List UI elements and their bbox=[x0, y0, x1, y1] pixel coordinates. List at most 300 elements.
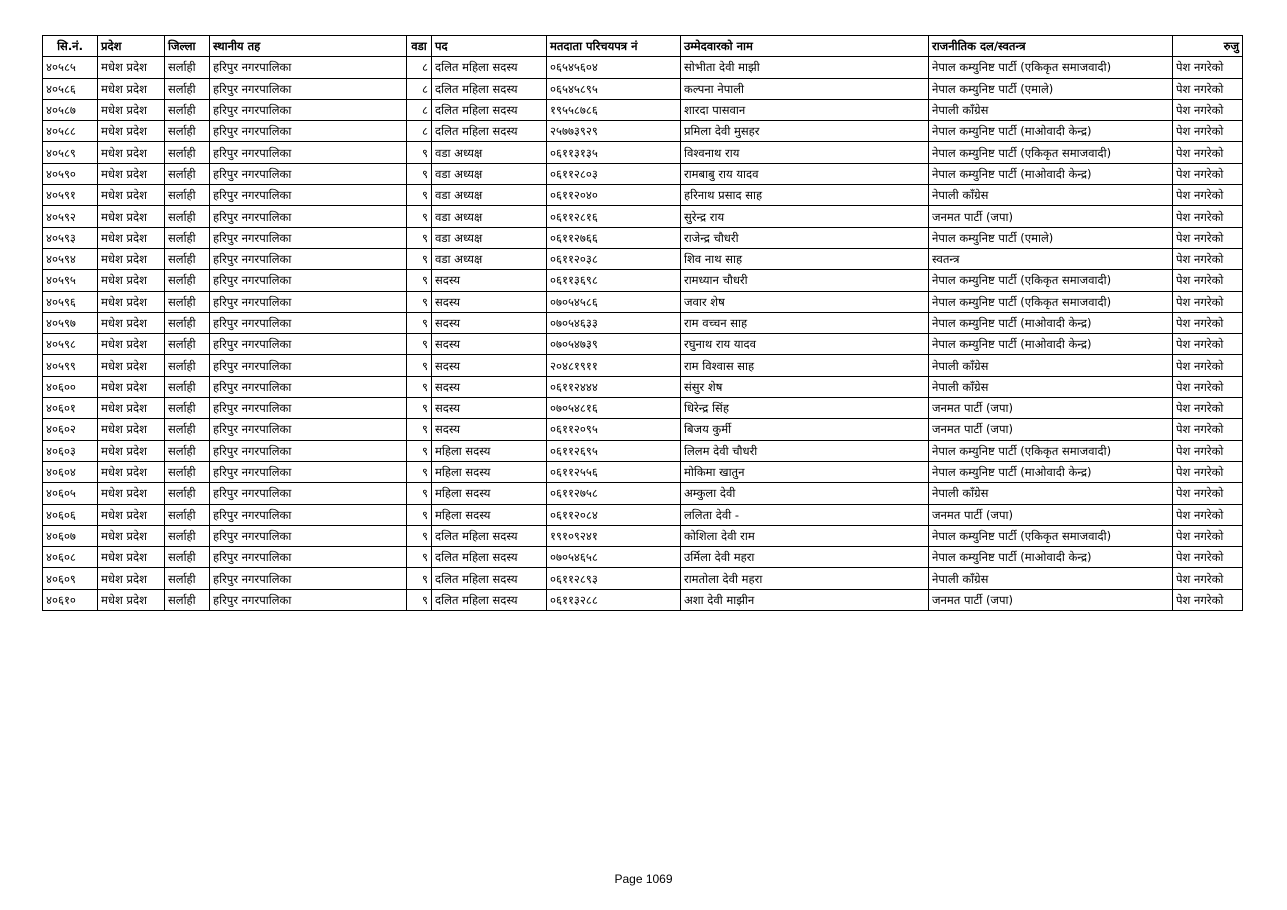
serial-number-cell: ४०६०४ bbox=[43, 461, 98, 482]
header-voter-id: मतदाता परिचयपत्र नं bbox=[547, 36, 681, 57]
post-cell: वडा अध्यक्ष bbox=[432, 206, 547, 227]
status-cell: पेश नगरेको bbox=[1173, 99, 1243, 120]
table-row bbox=[43, 334, 1243, 355]
district-cell: सर्लाही bbox=[165, 525, 210, 546]
candidate-name-cell: अशा देवी माझीन bbox=[681, 589, 929, 610]
province-cell: मधेश प्रदेश bbox=[98, 398, 165, 419]
status-cell: पेश नगरेको bbox=[1173, 78, 1243, 99]
candidate-name-cell: रामबाबु राय यादव bbox=[681, 163, 929, 184]
local-level-cell: हरिपुर नगरपालिका bbox=[210, 483, 407, 504]
province-cell: मधेश प्रदेश bbox=[98, 248, 165, 269]
serial-number-cell: ४०६०९ bbox=[43, 568, 98, 589]
serial-number-cell: ४०५९८ bbox=[43, 334, 98, 355]
post-cell: दलित महिला सदस्य bbox=[432, 121, 547, 142]
post-cell: दलित महिला सदस्य bbox=[432, 525, 547, 546]
ward-cell: ९ bbox=[407, 142, 432, 163]
party-cell: नेपाल कम्युनिष्ट पार्टी (माओवादी केन्द्र) bbox=[929, 547, 1173, 568]
province-cell: मधेश प्रदेश bbox=[98, 78, 165, 99]
candidate-name-cell: जवार शेष bbox=[681, 291, 929, 312]
district-cell: सर्लाही bbox=[165, 334, 210, 355]
status-cell: पेश नगरेको bbox=[1173, 227, 1243, 248]
candidate-name-cell: कल्पना नेपाली bbox=[681, 78, 929, 99]
post-cell: वडा अध्यक्ष bbox=[432, 227, 547, 248]
status-cell: पेश नगरेको bbox=[1173, 398, 1243, 419]
candidate-name-cell: संसुर शेष bbox=[681, 376, 929, 397]
province-cell: मधेश प्रदेश bbox=[98, 227, 165, 248]
party-cell: नेपाल कम्युनिष्ट पार्टी (माओवादी केन्द्र) bbox=[929, 312, 1173, 333]
serial-number-cell: ४०५९६ bbox=[43, 291, 98, 312]
district-cell: सर्लाही bbox=[165, 291, 210, 312]
post-cell: दलित महिला सदस्य bbox=[432, 568, 547, 589]
ward-cell: ९ bbox=[407, 547, 432, 568]
ward-cell: ९ bbox=[407, 440, 432, 461]
status-cell: पेश नगरेको bbox=[1173, 419, 1243, 440]
post-cell: महिला सदस्य bbox=[432, 461, 547, 482]
table-row bbox=[43, 57, 1243, 78]
table-row bbox=[43, 121, 1243, 142]
post-cell: वडा अध्यक्ष bbox=[432, 142, 547, 163]
post-cell: सदस्य bbox=[432, 376, 547, 397]
table-row bbox=[43, 227, 1243, 248]
header-ward: वडा bbox=[407, 36, 432, 57]
province-cell: मधेश प्रदेश bbox=[98, 57, 165, 78]
serial-number-cell: ४०६०३ bbox=[43, 440, 98, 461]
serial-number-cell: ४०५९३ bbox=[43, 227, 98, 248]
district-cell: सर्लाही bbox=[165, 440, 210, 461]
ward-cell: ९ bbox=[407, 504, 432, 525]
district-cell: सर्लाही bbox=[165, 419, 210, 440]
province-cell: मधेश प्रदेश bbox=[98, 99, 165, 120]
ward-cell: ९ bbox=[407, 248, 432, 269]
ward-cell: ९ bbox=[407, 419, 432, 440]
candidate-name-cell: ललिता देवी - bbox=[681, 504, 929, 525]
serial-number-cell: ४०५९० bbox=[43, 163, 98, 184]
district-cell: सर्लाही bbox=[165, 568, 210, 589]
status-cell: पेश नगरेको bbox=[1173, 589, 1243, 610]
serial-number-cell: ४०५८५ bbox=[43, 57, 98, 78]
table-row bbox=[43, 355, 1243, 376]
serial-number-cell: ४०५९४ bbox=[43, 248, 98, 269]
district-cell: सर्लाही bbox=[165, 185, 210, 206]
candidate-name-cell: अम्कुला देवी bbox=[681, 483, 929, 504]
local-level-cell: हरिपुर नगरपालिका bbox=[210, 142, 407, 163]
serial-number-cell: ४०६०७ bbox=[43, 525, 98, 546]
local-level-cell: हरिपुर नगरपालिका bbox=[210, 78, 407, 99]
status-cell: पेश नगरेको bbox=[1173, 57, 1243, 78]
table-row bbox=[43, 483, 1243, 504]
ward-cell: ९ bbox=[407, 206, 432, 227]
party-cell: जनमत पार्टी (जपा) bbox=[929, 206, 1173, 227]
table-row bbox=[43, 525, 1243, 546]
party-cell: नेपाली काँग्रेस bbox=[929, 568, 1173, 589]
table-row bbox=[43, 291, 1243, 312]
table-row bbox=[43, 589, 1243, 610]
province-cell: मधेश प्रदेश bbox=[98, 121, 165, 142]
page-number: Page 1069 bbox=[614, 872, 673, 886]
serial-number-cell: ४०६०६ bbox=[43, 504, 98, 525]
candidate-name-cell: हरिनाथ प्रसाद साह bbox=[681, 185, 929, 206]
header-local-level: स्थानीय तह bbox=[210, 36, 407, 57]
candidate-name-cell: धिरेन्द्र सिंह bbox=[681, 398, 929, 419]
voter-id-cell: ०६११२८१६ bbox=[547, 206, 681, 227]
province-cell: मधेश प्रदेश bbox=[98, 355, 165, 376]
candidate-name-cell: कोशिला देवी राम bbox=[681, 525, 929, 546]
voter-id-cell: ०६५४५६०४ bbox=[547, 57, 681, 78]
ward-cell: ८ bbox=[407, 57, 432, 78]
candidate-name-cell: राम विश्वास साह bbox=[681, 355, 929, 376]
header-province: प्रदेश bbox=[98, 36, 165, 57]
candidate-name-cell: लिलम देवी चौधरी bbox=[681, 440, 929, 461]
ward-cell: ९ bbox=[407, 589, 432, 610]
district-cell: सर्लाही bbox=[165, 78, 210, 99]
serial-number-cell: ४०६१० bbox=[43, 589, 98, 610]
province-cell: मधेश प्रदेश bbox=[98, 419, 165, 440]
ward-cell: ९ bbox=[407, 483, 432, 504]
ward-cell: ९ bbox=[407, 163, 432, 184]
voter-id-cell: ०६११२८९३ bbox=[547, 568, 681, 589]
voter-id-cell: ०६११२६९५ bbox=[547, 440, 681, 461]
province-cell: मधेश प्रदेश bbox=[98, 163, 165, 184]
header-post: पद bbox=[432, 36, 547, 57]
voter-id-cell: ०६११२०८४ bbox=[547, 504, 681, 525]
voter-id-cell: ०६११२०९५ bbox=[547, 419, 681, 440]
status-cell: पेश नगरेको bbox=[1173, 376, 1243, 397]
local-level-cell: हरिपुर नगरपालिका bbox=[210, 248, 407, 269]
post-cell: दलित महिला सदस्य bbox=[432, 589, 547, 610]
district-cell: सर्लाही bbox=[165, 312, 210, 333]
table-row bbox=[43, 568, 1243, 589]
serial-number-cell: ४०५९९ bbox=[43, 355, 98, 376]
party-cell: नेपाल कम्युनिष्ट पार्टी (एकिकृत समाजवादी) bbox=[929, 440, 1173, 461]
post-cell: दलित महिला सदस्य bbox=[432, 57, 547, 78]
status-cell: पेश नगरेको bbox=[1173, 142, 1243, 163]
district-cell: सर्लाही bbox=[165, 121, 210, 142]
status-cell: पेश नगरेको bbox=[1173, 568, 1243, 589]
local-level-cell: हरिपुर नगरपालिका bbox=[210, 227, 407, 248]
header-serial-number: सि.नं. bbox=[43, 36, 98, 57]
status-cell: पेश नगरेको bbox=[1173, 440, 1243, 461]
table-row bbox=[43, 419, 1243, 440]
ward-cell: ९ bbox=[407, 227, 432, 248]
voter-id-cell: ०७०५४६३३ bbox=[547, 312, 681, 333]
voter-id-cell: ०६११२७६६ bbox=[547, 227, 681, 248]
party-cell: जनमत पार्टी (जपा) bbox=[929, 419, 1173, 440]
status-cell: पेश नगरेको bbox=[1173, 525, 1243, 546]
serial-number-cell: ४०५८९ bbox=[43, 142, 98, 163]
post-cell: सदस्य bbox=[432, 312, 547, 333]
voter-id-cell: ०६११२०४० bbox=[547, 185, 681, 206]
province-cell: मधेश प्रदेश bbox=[98, 376, 165, 397]
serial-number-cell: ४०५९२ bbox=[43, 206, 98, 227]
ward-cell: ९ bbox=[407, 398, 432, 419]
status-cell: पेश नगरेको bbox=[1173, 185, 1243, 206]
candidate-name-cell: राम वच्चन साह bbox=[681, 312, 929, 333]
ward-cell: ९ bbox=[407, 185, 432, 206]
voter-id-cell: ०६११२४४४ bbox=[547, 376, 681, 397]
local-level-cell: हरिपुर नगरपालिका bbox=[210, 589, 407, 610]
voter-id-cell: १९५५८७८६ bbox=[547, 99, 681, 120]
local-level-cell: हरिपुर नगरपालिका bbox=[210, 504, 407, 525]
serial-number-cell: ४०५८८ bbox=[43, 121, 98, 142]
party-cell: नेपाल कम्युनिष्ट पार्टी (एकिकृत समाजवादी) bbox=[929, 291, 1173, 312]
local-level-cell: हरिपुर नगरपालिका bbox=[210, 99, 407, 120]
party-cell: नेपाल कम्युनिष्ट पार्टी (एकिकृत समाजवादी) bbox=[929, 57, 1173, 78]
voter-id-cell: २५७७३९२९ bbox=[547, 121, 681, 142]
status-cell: पेश नगरेको bbox=[1173, 483, 1243, 504]
party-cell: नेपाली काँग्रेस bbox=[929, 355, 1173, 376]
post-cell: सदस्य bbox=[432, 398, 547, 419]
candidate-name-cell: शिव नाथ साह bbox=[681, 248, 929, 269]
district-cell: सर्लाही bbox=[165, 163, 210, 184]
post-cell: सदस्य bbox=[432, 291, 547, 312]
district-cell: सर्लाही bbox=[165, 206, 210, 227]
party-cell: स्वतन्त्र bbox=[929, 248, 1173, 269]
district-cell: सर्लाही bbox=[165, 461, 210, 482]
province-cell: मधेश प्रदेश bbox=[98, 568, 165, 589]
status-cell: पेश नगरेको bbox=[1173, 163, 1243, 184]
voter-id-cell: ०६११२०३८ bbox=[547, 248, 681, 269]
status-cell: पेश नगरेको bbox=[1173, 206, 1243, 227]
party-cell: नेपाल कम्युनिष्ट पार्टी (माओवादी केन्द्र) bbox=[929, 121, 1173, 142]
table-row bbox=[43, 312, 1243, 333]
district-cell: सर्लाही bbox=[165, 227, 210, 248]
table-row bbox=[43, 461, 1243, 482]
candidate-name-cell: रघुनाथ राय यादव bbox=[681, 334, 929, 355]
local-level-cell: हरिपुर नगरपालिका bbox=[210, 376, 407, 397]
local-level-cell: हरिपुर नगरपालिका bbox=[210, 334, 407, 355]
post-cell: वडा अध्यक्ष bbox=[432, 163, 547, 184]
voter-id-cell: ०६११३६९८ bbox=[547, 270, 681, 291]
candidate-name-cell: उर्मिला देवी महरा bbox=[681, 547, 929, 568]
party-cell: जनमत पार्टी (जपा) bbox=[929, 504, 1173, 525]
serial-number-cell: ४०६०८ bbox=[43, 547, 98, 568]
province-cell: मधेश प्रदेश bbox=[98, 334, 165, 355]
voter-id-cell: १९१०९२४१ bbox=[547, 525, 681, 546]
status-cell: पेश नगरेको bbox=[1173, 121, 1243, 142]
candidate-name-cell: राजेन्द्र चौधरी bbox=[681, 227, 929, 248]
party-cell: नेपाली काँग्रेस bbox=[929, 376, 1173, 397]
district-cell: सर्लाही bbox=[165, 483, 210, 504]
local-level-cell: हरिपुर नगरपालिका bbox=[210, 291, 407, 312]
status-cell: पेश नगरेको bbox=[1173, 248, 1243, 269]
voter-id-cell: ०६११२८०३ bbox=[547, 163, 681, 184]
local-level-cell: हरिपुर नगरपालिका bbox=[210, 206, 407, 227]
party-cell: नेपाल कम्युनिष्ट पार्टी (माओवादी केन्द्र) bbox=[929, 163, 1173, 184]
party-cell: नेपाल कम्युनिष्ट पार्टी (माओवादी केन्द्र) bbox=[929, 461, 1173, 482]
province-cell: मधेश प्रदेश bbox=[98, 206, 165, 227]
ward-cell: ८ bbox=[407, 121, 432, 142]
voter-id-cell: ०७०५४८१६ bbox=[547, 398, 681, 419]
province-cell: मधेश प्रदेश bbox=[98, 270, 165, 291]
local-level-cell: हरिपुर नगरपालिका bbox=[210, 419, 407, 440]
voter-id-cell: २०४८१९११ bbox=[547, 355, 681, 376]
table-body bbox=[43, 57, 1243, 611]
party-cell: नेपाल कम्युनिष्ट पार्टी (एकिकृत समाजवादी) bbox=[929, 525, 1173, 546]
local-level-cell: हरिपुर नगरपालिका bbox=[210, 270, 407, 291]
post-cell: सदस्य bbox=[432, 419, 547, 440]
ward-cell: ९ bbox=[407, 461, 432, 482]
party-cell: नेपाल कम्युनिष्ट पार्टी (एकिकृत समाजवादी) bbox=[929, 270, 1173, 291]
voter-id-cell: ०७०५४५८६ bbox=[547, 291, 681, 312]
voter-id-cell: ०६११२५५६ bbox=[547, 461, 681, 482]
candidate-name-cell: प्रमिला देवी मुसहर bbox=[681, 121, 929, 142]
serial-number-cell: ४०६०० bbox=[43, 376, 98, 397]
party-cell: नेपाली काँग्रेस bbox=[929, 185, 1173, 206]
province-cell: मधेश प्रदेश bbox=[98, 461, 165, 482]
post-cell: सदस्य bbox=[432, 270, 547, 291]
table-row bbox=[43, 440, 1243, 461]
ward-cell: ९ bbox=[407, 355, 432, 376]
serial-number-cell: ४०५९१ bbox=[43, 185, 98, 206]
post-cell: महिला सदस्य bbox=[432, 483, 547, 504]
post-cell: सदस्य bbox=[432, 334, 547, 355]
candidate-name-cell: मोकिमा खातुन bbox=[681, 461, 929, 482]
serial-number-cell: ४०५९७ bbox=[43, 312, 98, 333]
post-cell: वडा अध्यक्ष bbox=[432, 248, 547, 269]
serial-number-cell: ४०६०१ bbox=[43, 398, 98, 419]
candidate-table bbox=[42, 35, 1243, 611]
local-level-cell: हरिपुर नगरपालिका bbox=[210, 185, 407, 206]
candidate-name-cell: रामध्यान चौधरी bbox=[681, 270, 929, 291]
party-cell: नेपाल कम्युनिष्ट पार्टी (एमाले) bbox=[929, 78, 1173, 99]
header-candidate-name: उम्मेदवारको नाम bbox=[681, 36, 929, 57]
table-row bbox=[43, 248, 1243, 269]
district-cell: सर्लाही bbox=[165, 57, 210, 78]
local-level-cell: हरिपुर नगरपालिका bbox=[210, 163, 407, 184]
district-cell: सर्लाही bbox=[165, 504, 210, 525]
table-row bbox=[43, 78, 1243, 99]
voter-id-cell: ०६५४५८९५ bbox=[547, 78, 681, 99]
province-cell: मधेश प्रदेश bbox=[98, 185, 165, 206]
province-cell: मधेश प्रदेश bbox=[98, 483, 165, 504]
district-cell: सर्लाही bbox=[165, 589, 210, 610]
status-cell: पेश नगरेको bbox=[1173, 270, 1243, 291]
province-cell: मधेश प्रदेश bbox=[98, 142, 165, 163]
table-row bbox=[43, 206, 1243, 227]
candidate-name-cell: रामतोला देवी महरा bbox=[681, 568, 929, 589]
local-level-cell: हरिपुर नगरपालिका bbox=[210, 398, 407, 419]
serial-number-cell: ४०५९५ bbox=[43, 270, 98, 291]
table-row bbox=[43, 504, 1243, 525]
province-cell: मधेश प्रदेश bbox=[98, 291, 165, 312]
voter-id-cell: ०६११३१३५ bbox=[547, 142, 681, 163]
post-cell: दलित महिला सदस्य bbox=[432, 547, 547, 568]
post-cell: दलित महिला सदस्य bbox=[432, 78, 547, 99]
party-cell: जनमत पार्टी (जपा) bbox=[929, 589, 1173, 610]
party-cell: नेपाल कम्युनिष्ट पार्टी (एमाले) bbox=[929, 227, 1173, 248]
ward-cell: ९ bbox=[407, 312, 432, 333]
post-cell: सदस्य bbox=[432, 355, 547, 376]
local-level-cell: हरिपुर नगरपालिका bbox=[210, 312, 407, 333]
district-cell: सर्लाही bbox=[165, 142, 210, 163]
party-cell: जनमत पार्टी (जपा) bbox=[929, 398, 1173, 419]
party-cell: नेपाली काँग्रेस bbox=[929, 483, 1173, 504]
table-row bbox=[43, 99, 1243, 120]
local-level-cell: हरिपुर नगरपालिका bbox=[210, 121, 407, 142]
ward-cell: ८ bbox=[407, 78, 432, 99]
ward-cell: ८ bbox=[407, 99, 432, 120]
local-level-cell: हरिपुर नगरपालिका bbox=[210, 547, 407, 568]
ward-cell: ९ bbox=[407, 376, 432, 397]
status-cell: पेश नगरेको bbox=[1173, 291, 1243, 312]
table-row bbox=[43, 142, 1243, 163]
district-cell: सर्लाही bbox=[165, 99, 210, 120]
candidate-name-cell: सोभीता देवी माझी bbox=[681, 57, 929, 78]
candidate-name-cell: विश्वनाथ राय bbox=[681, 142, 929, 163]
candidate-name-cell: बिजय कुर्मी bbox=[681, 419, 929, 440]
party-cell: नेपाल कम्युनिष्ट पार्टी (एकिकृत समाजवादी) bbox=[929, 142, 1173, 163]
local-level-cell: हरिपुर नगरपालिका bbox=[210, 355, 407, 376]
status-cell: पेश नगरेको bbox=[1173, 334, 1243, 355]
candidate-name-cell: सुरेन्द्र राय bbox=[681, 206, 929, 227]
table-row bbox=[43, 270, 1243, 291]
post-cell: दलित महिला सदस्य bbox=[432, 99, 547, 120]
province-cell: मधेश प्रदेश bbox=[98, 589, 165, 610]
voter-id-cell: ०६११२७५८ bbox=[547, 483, 681, 504]
serial-number-cell: ४०५८७ bbox=[43, 99, 98, 120]
table-row bbox=[43, 163, 1243, 184]
local-level-cell: हरिपुर नगरपालिका bbox=[210, 461, 407, 482]
ward-cell: ९ bbox=[407, 291, 432, 312]
province-cell: मधेश प्रदेश bbox=[98, 547, 165, 568]
ward-cell: ९ bbox=[407, 334, 432, 355]
status-cell: पेश नगरेको bbox=[1173, 504, 1243, 525]
province-cell: मधेश प्रदेश bbox=[98, 504, 165, 525]
post-cell: महिला सदस्य bbox=[432, 504, 547, 525]
table-row bbox=[43, 185, 1243, 206]
table-row bbox=[43, 376, 1243, 397]
status-cell: पेश नगरेको bbox=[1173, 547, 1243, 568]
table-header-row bbox=[43, 36, 1243, 57]
status-cell: पेश नगरेको bbox=[1173, 355, 1243, 376]
table-row bbox=[43, 547, 1243, 568]
party-cell: नेपाली काँग्रेस bbox=[929, 99, 1173, 120]
ward-cell: ९ bbox=[407, 270, 432, 291]
province-cell: मधेश प्रदेश bbox=[98, 312, 165, 333]
province-cell: मधेश प्रदेश bbox=[98, 440, 165, 461]
header-status: रुजु bbox=[1173, 36, 1243, 57]
ward-cell: ९ bbox=[407, 525, 432, 546]
district-cell: सर्लाही bbox=[165, 355, 210, 376]
local-level-cell: हरिपुर नगरपालिका bbox=[210, 440, 407, 461]
district-cell: सर्लाही bbox=[165, 398, 210, 419]
table-row bbox=[43, 398, 1243, 419]
serial-number-cell: ४०५८६ bbox=[43, 78, 98, 99]
local-level-cell: हरिपुर नगरपालिका bbox=[210, 57, 407, 78]
serial-number-cell: ४०६०२ bbox=[43, 419, 98, 440]
province-cell: मधेश प्रदेश bbox=[98, 525, 165, 546]
post-cell: महिला सदस्य bbox=[432, 440, 547, 461]
serial-number-cell: ४०६०५ bbox=[43, 483, 98, 504]
header-party: राजनीतिक दल/स्वतन्त्र bbox=[929, 36, 1173, 57]
local-level-cell: हरिपुर नगरपालिका bbox=[210, 568, 407, 589]
post-cell: वडा अध्यक्ष bbox=[432, 185, 547, 206]
local-level-cell: हरिपुर नगरपालिका bbox=[210, 525, 407, 546]
status-cell: पेश नगरेको bbox=[1173, 312, 1243, 333]
voter-id-cell: ०७०५४७३९ bbox=[547, 334, 681, 355]
voter-id-cell: ०६११३२८८ bbox=[547, 589, 681, 610]
candidate-name-cell: शारदा पासवान bbox=[681, 99, 929, 120]
district-cell: सर्लाही bbox=[165, 270, 210, 291]
ward-cell: ९ bbox=[407, 568, 432, 589]
party-cell: नेपाल कम्युनिष्ट पार्टी (माओवादी केन्द्र) bbox=[929, 334, 1173, 355]
district-cell: सर्लाही bbox=[165, 376, 210, 397]
header-district: जिल्ला bbox=[165, 36, 210, 57]
district-cell: सर्लाही bbox=[165, 248, 210, 269]
district-cell: सर्लाही bbox=[165, 547, 210, 568]
voter-id-cell: ०७०५४६५८ bbox=[547, 547, 681, 568]
status-cell: पेश नगरेको bbox=[1173, 461, 1243, 482]
